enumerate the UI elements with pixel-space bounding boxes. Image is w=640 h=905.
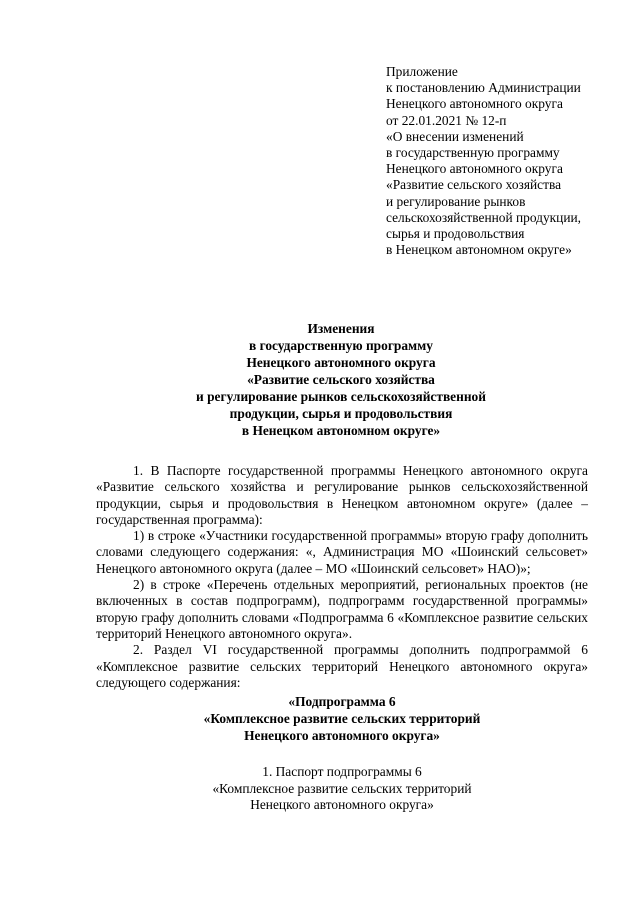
- appendix-line: сельскохозяйственной продукции,: [386, 209, 582, 225]
- subprogram-title-line: «Подпрограмма 6: [288, 694, 396, 710]
- appendix-line: Ненецкого автономного округа: [386, 96, 563, 112]
- appendix-line: в Ненецком автономном округе»: [386, 242, 572, 258]
- title-line: Изменения: [307, 321, 375, 336]
- appendix-line: сырья и продовольствия: [386, 226, 525, 242]
- paragraph-1-item-2: 2) в строке «Перечень отдельных мероприятий, региональных проектов (не включенных в состав подпрограмм), подпрограмм государственной программы» вторую графу дополнить словами «Подпрограмма 6 «Комплексное развитие сельских территорий Ненецкого автономного округа».: [96, 577, 588, 641]
- title-line: в Ненецком автономном округе»: [241, 423, 441, 438]
- subprogram-title-line: Ненецкого автономного округа»: [244, 728, 440, 744]
- title-line: продукции, сырья и продовольствия: [229, 406, 453, 421]
- appendix-line: в государственную программу: [386, 145, 560, 161]
- appendix-line: от 22.01.2021 № 12-п: [386, 112, 507, 128]
- passport-heading: [96, 764, 588, 814]
- passport-heading-line: «Комплексное развитие сельских территорий: [212, 780, 472, 796]
- appendix-line: Приложение: [386, 64, 458, 79]
- paragraph-1: 1. В Паспорте государственной программы Ненецкого автономного округа «Развитие сельского хозяйства и регулирование рынков сельскохозяйственной продукции, сырья и продовольствия в Ненецком автономном округе» (далее – государственная программа):: [96, 463, 588, 527]
- title-line: Ненецкого автономного округа: [246, 355, 436, 370]
- passport-heading-line: Ненецкого автономного округа»: [250, 797, 434, 813]
- document-body: [96, 463, 588, 814]
- subprogram-title: [96, 693, 588, 744]
- appendix-line: Ненецкого автономного округа: [386, 161, 563, 177]
- paragraph-1-item-1: 1) в строке «Участники государственной программы» вторую графу дополнить словами следующего содержания: «, Администрация МО «Шоинский сельсовет» Ненецкого автономного округа (далее – МО «Шоинский сельсовет» НАО)»;: [96, 528, 588, 576]
- appendix-line: «Развитие сельского хозяйства: [386, 177, 562, 193]
- appendix-line: и регулирование рынков: [386, 193, 526, 209]
- title-line: в государственную программу: [249, 338, 433, 353]
- title-line: и регулирование рынков сельскохозяйственной: [196, 389, 486, 404]
- subprogram-title-line: «Комплексное развитие сельских территорий: [203, 711, 481, 727]
- passport-heading-line: 1. Паспорт подпрограммы 6: [262, 764, 422, 780]
- document-title: [96, 320, 586, 439]
- title-line: «Развитие сельского хозяйства: [247, 372, 435, 387]
- appendix-line: к постановлению Администрации: [386, 80, 581, 96]
- appendix-line: «О внесении изменений: [386, 128, 524, 144]
- paragraph-2: 2. Раздел VI государственной программы дополнить подпрограммой 6 «Комплексное развитие сельских территорий Ненецкого автономного округа» следующего содержания:: [96, 642, 588, 690]
- appendix-block: [386, 64, 626, 258]
